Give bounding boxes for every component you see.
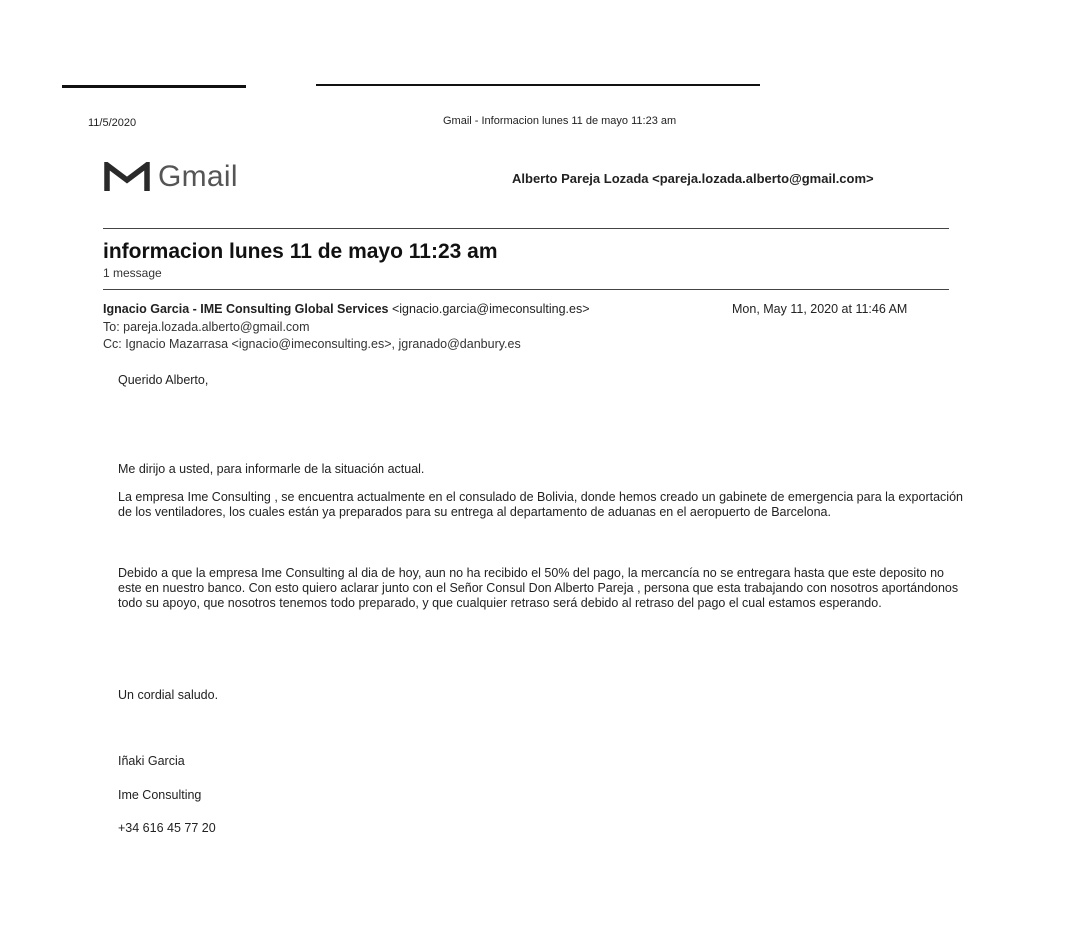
body-paragraph-3: Debido a que la empresa Ime Consulting al dia de hoy, aun no ha recibido el 50% del pago, la mercancía no se entregara hasta que este deposito no este en nuestro banco. Con esto quiero aclarar junto con el Señor Consul Don Alberto Pareja , persona que esta trabajando con nosotros aportándonos todo su apoyo, que nosotros tenemos todo preparado, y que cualquier retraso será debido al retraso del pago el cual estamos esperando. — [118, 566, 959, 610]
body-paragraph-1: Me dirijo a usted, para informarle de la situación actual. — [118, 462, 425, 476]
print-date: 11/5/2020 — [88, 117, 137, 129]
body-paragraph-2: La empresa Ime Consulting , se encuentra actualmente en el consulado de Bolivia, donde hemos creado un gabinete de emergencia para la exportación de los ventiladores, los cuales están ya preparados para su entrega al departamento de aduanas en el aeropuerto de Barcelona. — [118, 490, 963, 519]
top-rule-left — [62, 85, 246, 88]
print-page-title: Gmail - Informacion lunes 11 de mayo 11:23 am — [443, 115, 677, 127]
gmail-m-icon — [104, 162, 150, 192]
gmail-logo — [104, 160, 238, 194]
sender-email: <ignacio.garcia@imeconsulting.es> — [388, 302, 590, 316]
recipient-cc: Cc: Ignacio Mazarrasa <ignacio@imeconsulting.es>, jgranado@danbury.es — [103, 337, 521, 351]
header-divider — [103, 228, 949, 229]
message-date: Mon, May 11, 2020 at 11:46 AM — [732, 302, 908, 316]
sender-name: Ignacio Garcia - IME Consulting Global Services — [103, 302, 389, 316]
signature-name: Iñaki Garcia — [118, 754, 185, 768]
sender-line — [103, 302, 590, 316]
message-count: 1 message — [103, 266, 162, 280]
account-email: Alberto Pareja Lozada <pareja.lozada.alberto@gmail.com> — [512, 171, 874, 186]
signature-phone: +34 616 45 77 20 — [118, 821, 216, 835]
email-subject: informacion lunes 11 de mayo 11:23 am — [103, 240, 498, 263]
subject-divider — [103, 289, 949, 290]
top-rule-right — [316, 84, 760, 86]
recipient-to: To: pareja.lozada.alberto@gmail.com — [103, 320, 310, 334]
signature-company: Ime Consulting — [118, 788, 202, 802]
closing: Un cordial saludo. — [118, 688, 219, 702]
greeting: Querido Alberto, — [118, 373, 209, 387]
gmail-wordmark: Gmail — [158, 160, 238, 193]
